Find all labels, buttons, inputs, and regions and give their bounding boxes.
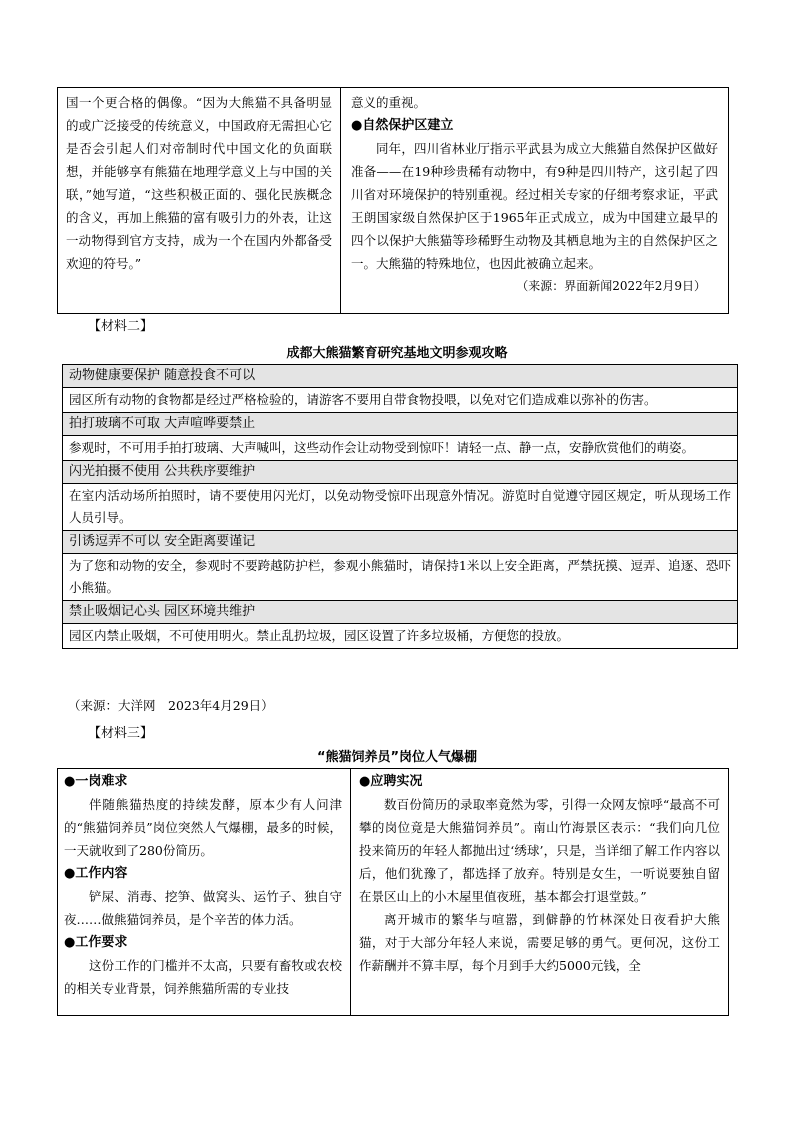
material1-source: （来源：界面新闻2022年2月9日） — [516, 279, 706, 293]
material1-table — [57, 87, 729, 314]
rule-text: 参观时，不可用手拍打玻璃、大声喊叫，这些动作会让动物受到惊吓！请轻一点、静一点，安静欣赏他们的萌姿。 — [69, 440, 695, 455]
recruitment-text-1: 数百份简历的录取率竟然为零，引得一众网友惊呼“最高不可攀的岗位竟是大熊猫饲养员”。南山竹海景区表示：“我们向几位投来简历的年轻人都抛出过‘绣球’，只是，当详细了解工作内容以后，他们犹豫了，都选择了放弃。特别是女生，一听说要独自留在景区山上的小木屋里值夜班，基本都会打退堂鼓。” — [359, 797, 720, 904]
rule-text: 为了您和动物的安全，参观时不要跨越防护栏，参观小熊猫时，请保持1米以上安全距离，严禁抚摸、逗弄、追逐、恐吓小熊猫。 — [69, 558, 731, 595]
material2-label: 【材料二】 — [88, 319, 154, 334]
material1-right-body: 同年，四川省林业厅指示平武县为成立大熊猫自然保护区做好准备——在19种珍贵稀有动物中，有9种是四川特产，这引起了四川省对环境保护的特别重视。经过相关专家的仔细考察求证，平武王朗国家级自然保护区于1965年正式成立，成为中国建立最早的四个以保护大熊猫等珍稀野生动物及其栖息地为主的自然保护区之一。大熊猫的特殊地位，也因此被确立起来。 — [351, 141, 718, 271]
recruitment-text-2: 离开城市的繁华与喧嚣，到僻静的竹林深处日夜看护大熊猫，对于大部分年轻人来说，需要足够的勇气。更何况，这份工作薪酬并不算丰厚，每个月到手大约5000元钱，全 — [359, 912, 720, 973]
section-heading-recruitment: ●应聘实况 — [359, 774, 423, 789]
section-heading: ●工作内容 — [64, 866, 128, 881]
rule-text: 园区内禁止吸烟，不可使用明火。禁止乱扔垃圾，园区设置了许多垃圾桶，方便您的投放。 — [69, 628, 570, 643]
material1-left-cell — [58, 88, 341, 314]
rule-heading: 禁止吸烟记心头 园区环境共维护 — [63, 601, 737, 624]
rule-block — [63, 461, 738, 531]
rule-heading: 动物健康要保护 随意投食不可以 — [63, 365, 737, 388]
material3-table — [57, 768, 729, 1016]
material3-left-cell — [58, 769, 351, 1016]
rule-heading: 闪光拍摄不使用 公共秩序要维护 — [63, 461, 737, 484]
rule-block — [63, 601, 738, 649]
material2-source: （来源：大洋网 2023年4月29日） — [68, 698, 274, 713]
rule-text: 在室内活动场所拍照时，请不要使用闪光灯，以免动物受惊吓出现意外情况。游览时自觉遵守园区规定，听从现场工作人员引导。 — [69, 488, 731, 525]
rule-text: 园区所有动物的食物都是经过严格检验的，请游客不要用自带食物投喂，以免对它们造成难以弥补的伤害。 — [69, 392, 657, 407]
rule-block — [63, 531, 738, 601]
section-heading: ●工作要求 — [64, 935, 128, 950]
material2-title: 成都大熊猫繁育研究基地文明参观攻略 — [286, 346, 508, 361]
section-text: 这份工作的门槛并不太高，只要有畜牧或农校的相关专业背景，饲养熊猫所需的专业技 — [64, 958, 342, 996]
section-text: 伴随熊猫热度的持续发酵，原本少有人问津的“熊猫饲养员”岗位突然人气爆棚，最多的时候，一天就收到了280份简历。 — [64, 797, 342, 858]
rule-heading: 拍打玻璃不可取 大声喧哗要禁止 — [63, 413, 737, 436]
section-text: 铲屎、消毒、挖笋、做窝头、运竹子、独自守夜……做熊猫饲养员，是个辛苦的体力活。 — [64, 889, 342, 927]
rule-block — [63, 365, 738, 413]
material3-right-cell — [351, 769, 729, 1016]
material1-right-cell — [341, 88, 729, 314]
rule-block — [63, 413, 738, 461]
material1-right-top: 意义的重视。 — [351, 95, 427, 110]
material3-label: 【材料三】 — [88, 726, 154, 741]
visit-rules-table — [62, 364, 738, 649]
section-heading-nature-reserve: ●自然保护区建立 — [351, 118, 454, 133]
material3-title: “熊猫饲养员”岗位人气爆棚 — [316, 750, 478, 765]
section-heading: ●一岗难求 — [64, 774, 128, 789]
material1-left-text: 国一个更合格的偶像。“因为大熊猫不具备明显的或广泛接受的传统意义，中国政府无需担心它是否会引起人们对帝制时代中国文化的负面联想，并能够享有熊猫在地理学意义上与中国的关联，”她写道，“这些积极正面的、强化民族概念的含义，再加上熊猫的富有吸引力的外表，让这一动物得到官方支持，成为一个在国内外都备受欢迎的符号。” — [66, 95, 332, 271]
rule-heading: 引诱逗弄不可以 安全距离要谨记 — [63, 531, 737, 554]
